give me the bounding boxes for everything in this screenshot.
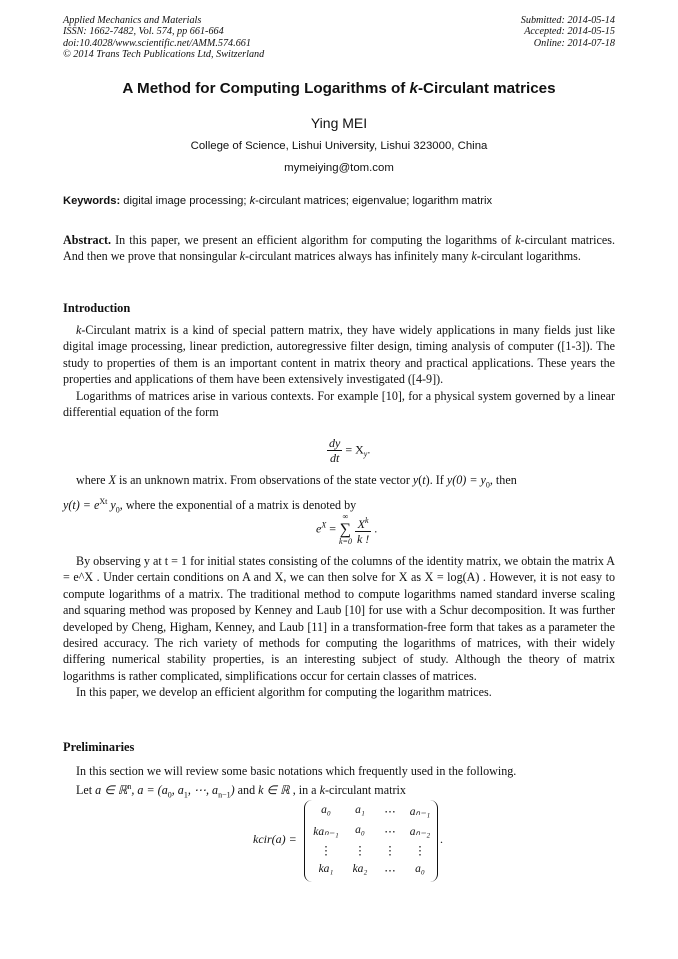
running-header-left — [63, 15, 264, 61]
doi-line: doi:10.4028/www.scientific.net/AMM.574.661 — [63, 37, 251, 49]
matrix-cell: kaₙ₋₁ — [313, 826, 339, 838]
matrix-cell: ⋮ — [354, 845, 366, 857]
intro-paragraph-6: In this paper, we develop an efficient algorithm for computing the logarithm matrices. — [76, 685, 492, 700]
matrix-cell: ⋯ — [384, 865, 396, 877]
author-name: Ying MEI — [310, 115, 368, 131]
section-heading-preliminaries: Preliminaries — [63, 740, 135, 754]
matrix-period: . — [440, 832, 443, 846]
matrix-cell: a₀ — [355, 824, 365, 836]
issn-line: ISSN: 1662-7482, Vol. 574, pp 661-664 — [63, 26, 224, 38]
author-email[interactable]: mymeiying@tom.com — [284, 162, 394, 174]
equation-differential: $\frac{dy}{dt}$ = $X_y$. — [329, 436, 371, 465]
matrix-lhs-label: kcir(a) = — [253, 832, 297, 846]
intro-paragraph-2: Logarithms of matrices arise in various contexts. For example [10], for a physical system governed by a linear differential equation of the form — [63, 388, 615, 420]
paper-title: A Method for Computing Logarithms of k-Circulant matrices — [122, 80, 556, 97]
running-header-right — [521, 15, 615, 49]
keywords: Keywords: digital image processing; k-circulant matrices; eigenvalue; logarithm matrix — [63, 195, 493, 207]
matrix-cell: ⋮ — [384, 845, 396, 857]
abstract: Abstract. In this paper, we present an efficient algorithm for computing the logarithms of k-circulant matrices. And then we prove that nonsingular k-circulant matrices always has infinitely many k-circulant logarithms. — [63, 233, 615, 264]
section-heading-introduction: Introduction — [63, 301, 131, 315]
online-date: Online: 2014-07-18 — [533, 37, 615, 49]
copyright-line: © 2014 Trans Tech Publications Ltd, Switzerland — [63, 49, 265, 61]
journal-name: Applied Mechanics and Materials — [63, 15, 202, 26]
accepted-date: Accepted: 2014-05-15 — [524, 26, 615, 38]
matrix-cell: a₀ — [321, 804, 331, 816]
equation-matrix-exponential: $e^X$ = ∞ ∑ k=0 $\frac{X^k}{k !}$ . — [316, 512, 378, 546]
matrix-cell: ⋯ — [384, 826, 396, 838]
intro-paragraph-5: By observing y at t = 1 for initial states consisting of the columns of the identity matrix, we obtain the matrix A = e^X . Under certain conditions on A and X, we can then solve for X as X = log(A) . However, it is not easy to compute logarithms of a matrix. The traditional method to compute logarithms named standard inverse scaling and squaring method was proposed by Kenney and Laub [10] for use with a Schur decomposition. It was further developed by Cheng, Higham, Kenney, and Laub [11] in a transformation-free form that takes as a parameter the desired accuracy. The rich variety of methods for computing the logarithms of matrices, with their widely differing numerical stability properties, is an interesting subject of study. Although the theory of matrix logarithms is rather complicated, simplifications occur for certain classes of matrices. In this paper, we develop an efficient algorithm for computing the logarithm matrices. — [63, 554, 615, 700]
affiliation: College of Science, Lishui University, Lishui 323000, China — [190, 140, 488, 152]
intro-paragraph-3: where X is an unknown matrix. From observations of the state vector y(t). If $y(0) = y_0$, then $y(t) = e^{Xt}$ $y_0$, where the exponential of a matrix is denoted by — [63, 473, 517, 515]
matrix-cell: ka₁ — [318, 863, 334, 875]
matrix-cell: ⋯ — [384, 806, 396, 818]
intro-paragraph-1: k-Circulant matrix is a kind of special pattern matrix, they have widely applications in many fields just like digital image processing, linear prediction, autoregressive filter design, timing analysis of computer ([1-3]). The study to properties of them is an important content in matrix theory and practical applications. These years the properties and applications of them have been extensively investigated ([4-9]). Logarithms of matrices arise in various contexts. For example [10], for a physical system governed by a linear differential equation of the form — [63, 323, 615, 420]
matrix-cell: ⋮ — [320, 845, 332, 857]
matrix-cell: a₁ — [355, 804, 365, 816]
prelim-paragraph: In this section we will review some basic notations which frequently used in the following. Let a ∈ ℝ$^n$, $a = (a_0$, $a_1$, ⋯, $a_{n-1}$) and k ∈ ℝ , in a k-circulant matrix — [76, 764, 517, 800]
submitted-date: Submitted: 2014-05-14 — [520, 15, 615, 26]
matrix-cell: ⋮ — [414, 845, 426, 857]
matrix-cell: aₙ₋₁ — [409, 806, 431, 818]
kcirculant-matrix — [304, 800, 438, 882]
matrix-cell: ka₂ — [352, 863, 368, 875]
matrix-cell: aₙ₋₂ — [409, 826, 431, 838]
matrix-cell: a₀ — [415, 863, 425, 875]
